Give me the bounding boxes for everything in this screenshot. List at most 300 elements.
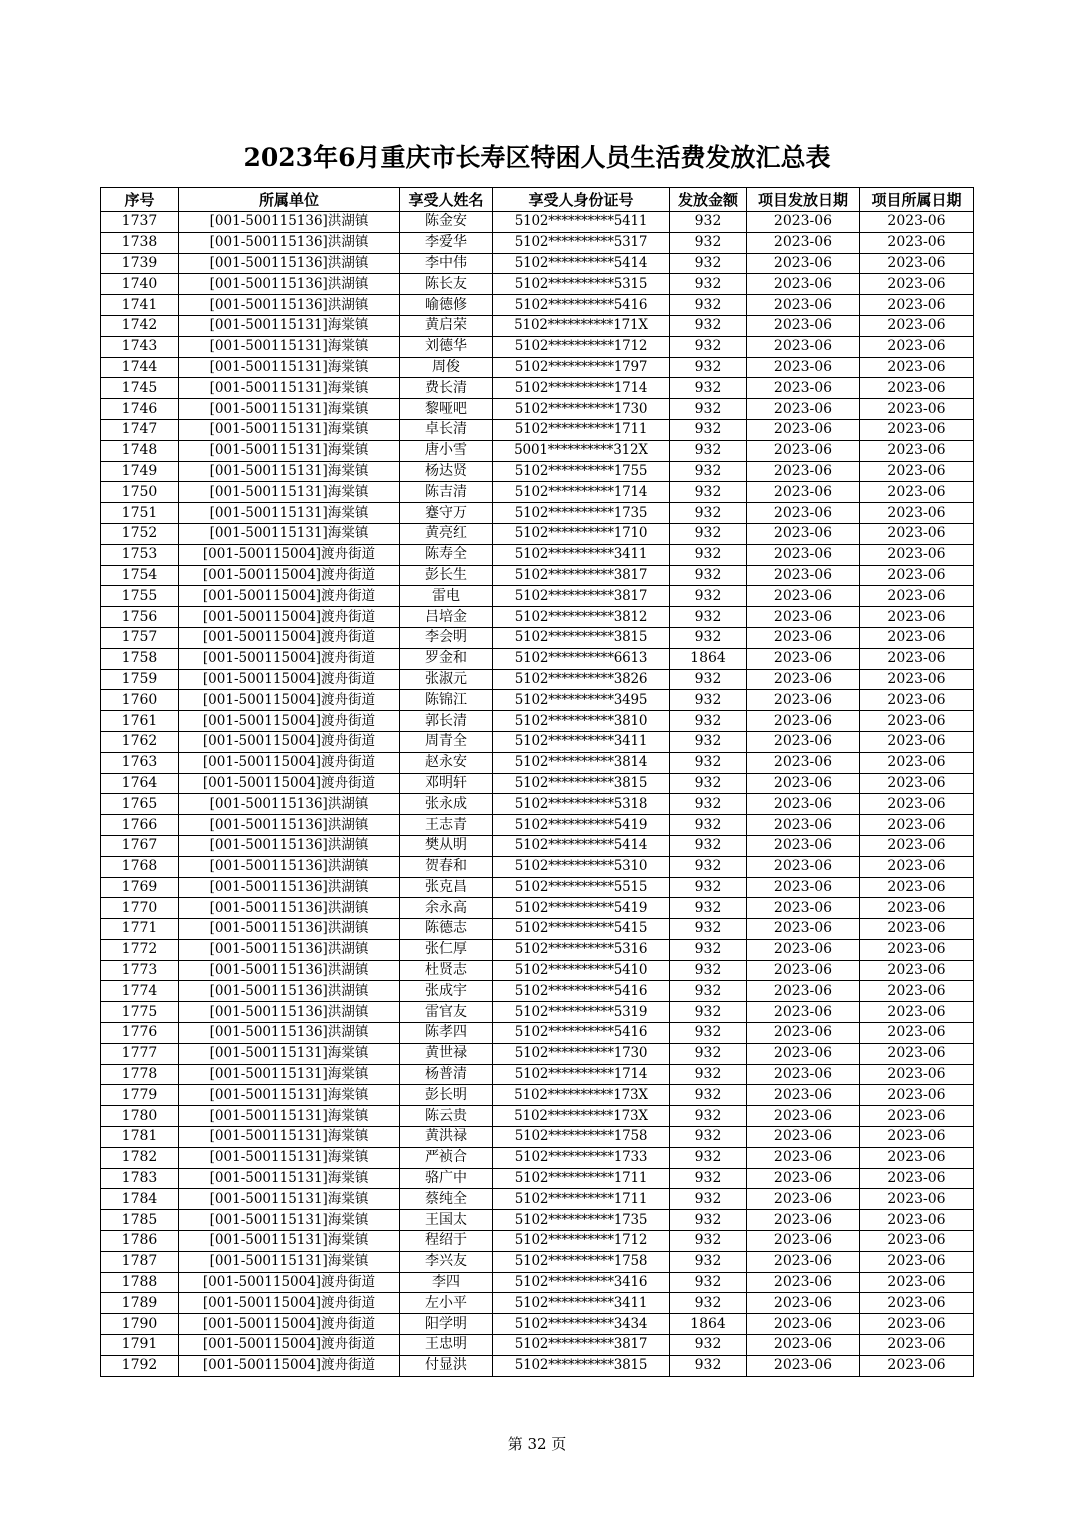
cell-period-date: 2023-06 bbox=[860, 648, 974, 669]
cell-amount: 932 bbox=[670, 1043, 747, 1064]
cell-id-number: 5102**********1714 bbox=[493, 482, 670, 503]
table-row bbox=[101, 503, 974, 524]
table-row bbox=[101, 960, 974, 981]
cell-name: 雷官友 bbox=[400, 1002, 493, 1023]
cell-amount: 932 bbox=[670, 1002, 747, 1023]
cell-issue-date: 2023-06 bbox=[747, 253, 860, 274]
cell-period-date: 2023-06 bbox=[860, 815, 974, 836]
cell-issue-date: 2023-06 bbox=[747, 648, 860, 669]
cell-serial: 1753 bbox=[101, 544, 179, 565]
cell-amount: 932 bbox=[670, 1231, 747, 1252]
cell-amount: 932 bbox=[670, 794, 747, 815]
cell-id-number: 5102**********5315 bbox=[493, 274, 670, 295]
table-row bbox=[101, 1335, 974, 1356]
cell-issue-date: 2023-06 bbox=[747, 752, 860, 773]
cell-period-date: 2023-06 bbox=[860, 607, 974, 628]
page-title: 2023年6月重庆市长寿区特困人员生活费发放汇总表 bbox=[243, 143, 831, 172]
cell-period-date: 2023-06 bbox=[860, 378, 974, 399]
cell-amount: 932 bbox=[670, 419, 747, 440]
table-row bbox=[101, 586, 974, 607]
cell-issue-date: 2023-06 bbox=[747, 815, 860, 836]
cell-issue-date: 2023-06 bbox=[747, 1189, 860, 1210]
table-row bbox=[101, 1168, 974, 1189]
cell-period-date: 2023-06 bbox=[860, 1168, 974, 1189]
cell-period-date: 2023-06 bbox=[860, 1147, 974, 1168]
cell-id-number: 5102**********3815 bbox=[493, 1355, 670, 1376]
cell-unit: [001-500115004]渡舟街道 bbox=[179, 731, 400, 752]
table-row bbox=[101, 1210, 974, 1231]
cell-serial: 1745 bbox=[101, 378, 179, 399]
cell-period-date: 2023-06 bbox=[860, 253, 974, 274]
cell-serial: 1774 bbox=[101, 981, 179, 1002]
cell-serial: 1772 bbox=[101, 939, 179, 960]
cell-id-number: 5102**********5515 bbox=[493, 877, 670, 898]
cell-unit: [001-500115004]渡舟街道 bbox=[179, 565, 400, 586]
column-header-id-number: 享受人身份证号 bbox=[493, 188, 670, 212]
cell-name: 李中伟 bbox=[400, 253, 493, 274]
cell-period-date: 2023-06 bbox=[860, 357, 974, 378]
cell-amount: 932 bbox=[670, 336, 747, 357]
cell-name: 黎哑吧 bbox=[400, 399, 493, 420]
cell-serial: 1748 bbox=[101, 440, 179, 461]
cell-amount: 932 bbox=[670, 212, 747, 233]
cell-serial: 1759 bbox=[101, 669, 179, 690]
cell-name: 周青全 bbox=[400, 731, 493, 752]
cell-amount: 932 bbox=[670, 399, 747, 420]
cell-period-date: 2023-06 bbox=[860, 586, 974, 607]
cell-serial: 1762 bbox=[101, 731, 179, 752]
cell-serial: 1788 bbox=[101, 1272, 179, 1293]
cell-serial: 1746 bbox=[101, 399, 179, 420]
table-row bbox=[101, 1231, 974, 1252]
cell-serial: 1741 bbox=[101, 295, 179, 316]
cell-id-number: 5102**********1714 bbox=[493, 1064, 670, 1085]
cell-amount: 932 bbox=[670, 607, 747, 628]
column-header-serial: 序号 bbox=[101, 188, 179, 212]
cell-id-number: 5102**********5419 bbox=[493, 815, 670, 836]
cell-unit: [001-500115131]海棠镇 bbox=[179, 357, 400, 378]
cell-serial: 1790 bbox=[101, 1314, 179, 1335]
cell-period-date: 2023-06 bbox=[860, 752, 974, 773]
cell-amount: 932 bbox=[670, 752, 747, 773]
cell-unit: [001-500115131]海棠镇 bbox=[179, 399, 400, 420]
cell-serial: 1782 bbox=[101, 1147, 179, 1168]
cell-issue-date: 2023-06 bbox=[747, 898, 860, 919]
cell-amount: 932 bbox=[670, 565, 747, 586]
cell-issue-date: 2023-06 bbox=[747, 1043, 860, 1064]
column-header-amount: 发放金额 bbox=[670, 188, 747, 212]
cell-period-date: 2023-06 bbox=[860, 544, 974, 565]
cell-amount: 932 bbox=[670, 315, 747, 336]
table-row bbox=[101, 1272, 974, 1293]
cell-id-number: 5102**********1758 bbox=[493, 1127, 670, 1148]
cell-period-date: 2023-06 bbox=[860, 690, 974, 711]
cell-id-number: 5102**********5317 bbox=[493, 232, 670, 253]
table-row bbox=[101, 544, 974, 565]
cell-serial: 1752 bbox=[101, 523, 179, 544]
cell-id-number: 5102**********5416 bbox=[493, 1023, 670, 1044]
cell-id-number: 5102**********5310 bbox=[493, 856, 670, 877]
cell-amount: 932 bbox=[670, 627, 747, 648]
cell-unit: [001-500115004]渡舟街道 bbox=[179, 752, 400, 773]
cell-issue-date: 2023-06 bbox=[747, 981, 860, 1002]
cell-id-number: 5102**********3826 bbox=[493, 669, 670, 690]
cell-amount: 932 bbox=[670, 877, 747, 898]
cell-id-number: 5102**********5416 bbox=[493, 295, 670, 316]
cell-name: 杨普清 bbox=[400, 1064, 493, 1085]
cell-unit: [001-500115131]海棠镇 bbox=[179, 1251, 400, 1272]
cell-unit: [001-500115136]洪湖镇 bbox=[179, 939, 400, 960]
cell-id-number: 5102**********1730 bbox=[493, 399, 670, 420]
cell-id-number: 5102**********1797 bbox=[493, 357, 670, 378]
cell-name: 严祯合 bbox=[400, 1147, 493, 1168]
cell-amount: 932 bbox=[670, 711, 747, 732]
cell-issue-date: 2023-06 bbox=[747, 1064, 860, 1085]
cell-name: 费长清 bbox=[400, 378, 493, 399]
table-row bbox=[101, 1293, 974, 1314]
cell-issue-date: 2023-06 bbox=[747, 669, 860, 690]
cell-unit: [001-500115131]海棠镇 bbox=[179, 1043, 400, 1064]
cell-amount: 932 bbox=[670, 274, 747, 295]
cell-name: 黄洪禄 bbox=[400, 1127, 493, 1148]
cell-period-date: 2023-06 bbox=[860, 960, 974, 981]
cell-period-date: 2023-06 bbox=[860, 919, 974, 940]
cell-period-date: 2023-06 bbox=[860, 419, 974, 440]
cell-period-date: 2023-06 bbox=[860, 939, 974, 960]
cell-name: 陈吉清 bbox=[400, 482, 493, 503]
cell-amount: 932 bbox=[670, 253, 747, 274]
cell-unit: [001-500115136]洪湖镇 bbox=[179, 919, 400, 940]
cell-issue-date: 2023-06 bbox=[747, 1085, 860, 1106]
cell-unit: [001-500115131]海棠镇 bbox=[179, 440, 400, 461]
cell-id-number: 5102**********1710 bbox=[493, 523, 670, 544]
cell-period-date: 2023-06 bbox=[860, 1314, 974, 1335]
cell-period-date: 2023-06 bbox=[860, 315, 974, 336]
cell-name: 喻德修 bbox=[400, 295, 493, 316]
cell-issue-date: 2023-06 bbox=[747, 1231, 860, 1252]
cell-id-number: 5102**********5318 bbox=[493, 794, 670, 815]
cell-serial: 1760 bbox=[101, 690, 179, 711]
cell-period-date: 2023-06 bbox=[860, 274, 974, 295]
cell-name: 陈德志 bbox=[400, 919, 493, 940]
table-row bbox=[101, 253, 974, 274]
cell-name: 贺春和 bbox=[400, 856, 493, 877]
cell-period-date: 2023-06 bbox=[860, 1189, 974, 1210]
cell-amount: 932 bbox=[670, 586, 747, 607]
cell-serial: 1785 bbox=[101, 1210, 179, 1231]
cell-period-date: 2023-06 bbox=[860, 1210, 974, 1231]
cell-unit: [001-500115136]洪湖镇 bbox=[179, 794, 400, 815]
cell-issue-date: 2023-06 bbox=[747, 357, 860, 378]
cell-issue-date: 2023-06 bbox=[747, 607, 860, 628]
cell-amount: 1864 bbox=[670, 648, 747, 669]
column-header-name: 享受人姓名 bbox=[400, 188, 493, 212]
cell-serial: 1749 bbox=[101, 461, 179, 482]
table-row bbox=[101, 440, 974, 461]
table-row bbox=[101, 1002, 974, 1023]
cell-amount: 932 bbox=[670, 523, 747, 544]
cell-amount: 932 bbox=[670, 815, 747, 836]
cell-name: 张仁厚 bbox=[400, 939, 493, 960]
cell-period-date: 2023-06 bbox=[860, 482, 974, 503]
table-row bbox=[101, 274, 974, 295]
cell-unit: [001-500115131]海棠镇 bbox=[179, 523, 400, 544]
cell-issue-date: 2023-06 bbox=[747, 565, 860, 586]
cell-amount: 932 bbox=[670, 503, 747, 524]
cell-issue-date: 2023-06 bbox=[747, 1335, 860, 1356]
table-row bbox=[101, 1043, 974, 1064]
cell-period-date: 2023-06 bbox=[860, 1272, 974, 1293]
table-row bbox=[101, 877, 974, 898]
cell-serial: 1755 bbox=[101, 586, 179, 607]
cell-name: 黄世禄 bbox=[400, 1043, 493, 1064]
cell-name: 阳学明 bbox=[400, 1314, 493, 1335]
cell-name: 王志青 bbox=[400, 815, 493, 836]
cell-name: 左小平 bbox=[400, 1293, 493, 1314]
cell-issue-date: 2023-06 bbox=[747, 1251, 860, 1272]
cell-unit: [001-500115136]洪湖镇 bbox=[179, 1023, 400, 1044]
cell-unit: [001-500115131]海棠镇 bbox=[179, 419, 400, 440]
table-row bbox=[101, 336, 974, 357]
cell-amount: 932 bbox=[670, 461, 747, 482]
cell-amount: 932 bbox=[670, 835, 747, 856]
cell-name: 彭长明 bbox=[400, 1085, 493, 1106]
table-body bbox=[101, 212, 974, 1377]
cell-unit: [001-500115004]渡舟街道 bbox=[179, 711, 400, 732]
cell-amount: 932 bbox=[670, 1147, 747, 1168]
table-row bbox=[101, 607, 974, 628]
cell-amount: 932 bbox=[670, 1064, 747, 1085]
cell-amount: 1864 bbox=[670, 1314, 747, 1335]
cell-period-date: 2023-06 bbox=[860, 295, 974, 316]
cell-name: 李爱华 bbox=[400, 232, 493, 253]
table-row bbox=[101, 1189, 974, 1210]
cell-period-date: 2023-06 bbox=[860, 503, 974, 524]
cell-period-date: 2023-06 bbox=[860, 1002, 974, 1023]
cell-unit: [001-500115136]洪湖镇 bbox=[179, 960, 400, 981]
table-row bbox=[101, 856, 974, 877]
cell-name: 余永高 bbox=[400, 898, 493, 919]
cell-unit: [001-500115131]海棠镇 bbox=[179, 461, 400, 482]
table-row bbox=[101, 898, 974, 919]
cell-serial: 1775 bbox=[101, 1002, 179, 1023]
cell-name: 张成宇 bbox=[400, 981, 493, 1002]
cell-serial: 1763 bbox=[101, 752, 179, 773]
cell-issue-date: 2023-06 bbox=[747, 835, 860, 856]
table-row bbox=[101, 565, 974, 586]
cell-issue-date: 2023-06 bbox=[747, 399, 860, 420]
cell-period-date: 2023-06 bbox=[860, 856, 974, 877]
cell-issue-date: 2023-06 bbox=[747, 274, 860, 295]
cell-id-number: 5102**********1730 bbox=[493, 1043, 670, 1064]
cell-id-number: 5102**********3817 bbox=[493, 586, 670, 607]
cell-id-number: 5102**********1711 bbox=[493, 1168, 670, 1189]
table-row bbox=[101, 461, 974, 482]
cell-unit: [001-500115136]洪湖镇 bbox=[179, 815, 400, 836]
cell-amount: 932 bbox=[670, 773, 747, 794]
cell-period-date: 2023-06 bbox=[860, 1355, 974, 1376]
cell-serial: 1778 bbox=[101, 1064, 179, 1085]
cell-amount: 932 bbox=[670, 1335, 747, 1356]
cell-issue-date: 2023-06 bbox=[747, 523, 860, 544]
cell-id-number: 5102**********173X bbox=[493, 1085, 670, 1106]
cell-issue-date: 2023-06 bbox=[747, 1293, 860, 1314]
table-row bbox=[101, 981, 974, 1002]
cell-id-number: 5102**********1712 bbox=[493, 1231, 670, 1252]
cell-serial: 1781 bbox=[101, 1127, 179, 1148]
cell-serial: 1738 bbox=[101, 232, 179, 253]
cell-unit: [001-500115136]洪湖镇 bbox=[179, 898, 400, 919]
cell-serial: 1742 bbox=[101, 315, 179, 336]
cell-name: 陈金安 bbox=[400, 212, 493, 233]
cell-period-date: 2023-06 bbox=[860, 440, 974, 461]
cell-name: 张克昌 bbox=[400, 877, 493, 898]
cell-id-number: 5102**********3411 bbox=[493, 1293, 670, 1314]
cell-period-date: 2023-06 bbox=[860, 731, 974, 752]
cell-period-date: 2023-06 bbox=[860, 1231, 974, 1252]
cell-issue-date: 2023-06 bbox=[747, 1002, 860, 1023]
cell-issue-date: 2023-06 bbox=[747, 960, 860, 981]
table-row bbox=[101, 648, 974, 669]
table-row bbox=[101, 357, 974, 378]
cell-name: 李四 bbox=[400, 1272, 493, 1293]
cell-serial: 1766 bbox=[101, 815, 179, 836]
cell-amount: 932 bbox=[670, 378, 747, 399]
cell-serial: 1764 bbox=[101, 773, 179, 794]
cell-period-date: 2023-06 bbox=[860, 627, 974, 648]
cell-name: 罗金和 bbox=[400, 648, 493, 669]
cell-amount: 932 bbox=[670, 544, 747, 565]
cell-id-number: 5102**********3810 bbox=[493, 711, 670, 732]
cell-unit: [001-500115136]洪湖镇 bbox=[179, 877, 400, 898]
cell-issue-date: 2023-06 bbox=[747, 440, 860, 461]
cell-name: 黄启荣 bbox=[400, 315, 493, 336]
cell-serial: 1740 bbox=[101, 274, 179, 295]
cell-serial: 1780 bbox=[101, 1106, 179, 1127]
cell-id-number: 5102**********3411 bbox=[493, 731, 670, 752]
table-row bbox=[101, 399, 974, 420]
cell-period-date: 2023-06 bbox=[860, 1023, 974, 1044]
table-header-row bbox=[101, 188, 974, 212]
cell-issue-date: 2023-06 bbox=[747, 773, 860, 794]
cell-name: 蹇守万 bbox=[400, 503, 493, 524]
cell-id-number: 5102**********1711 bbox=[493, 419, 670, 440]
cell-amount: 932 bbox=[670, 1168, 747, 1189]
cell-issue-date: 2023-06 bbox=[747, 919, 860, 940]
cell-serial: 1787 bbox=[101, 1251, 179, 1272]
cell-unit: [001-500115004]渡舟街道 bbox=[179, 1293, 400, 1314]
cell-issue-date: 2023-06 bbox=[747, 1106, 860, 1127]
table-row bbox=[101, 482, 974, 503]
cell-serial: 1744 bbox=[101, 357, 179, 378]
table-row bbox=[101, 1064, 974, 1085]
cell-name: 陈孝四 bbox=[400, 1023, 493, 1044]
cell-name: 陈长友 bbox=[400, 274, 493, 295]
cell-serial: 1776 bbox=[101, 1023, 179, 1044]
cell-serial: 1754 bbox=[101, 565, 179, 586]
cell-issue-date: 2023-06 bbox=[747, 315, 860, 336]
cell-issue-date: 2023-06 bbox=[747, 731, 860, 752]
cell-amount: 932 bbox=[670, 669, 747, 690]
cell-unit: [001-500115004]渡舟街道 bbox=[179, 607, 400, 628]
cell-name: 邓明轩 bbox=[400, 773, 493, 794]
cell-period-date: 2023-06 bbox=[860, 773, 974, 794]
cell-id-number: 5102**********5419 bbox=[493, 898, 670, 919]
cell-period-date: 2023-06 bbox=[860, 711, 974, 732]
cell-id-number: 5102**********5316 bbox=[493, 939, 670, 960]
cell-name: 刘德华 bbox=[400, 336, 493, 357]
cell-issue-date: 2023-06 bbox=[747, 232, 860, 253]
cell-name: 彭长生 bbox=[400, 565, 493, 586]
cell-name: 骆广中 bbox=[400, 1168, 493, 1189]
cell-unit: [001-500115131]海棠镇 bbox=[179, 378, 400, 399]
cell-amount: 932 bbox=[670, 1210, 747, 1231]
cell-serial: 1771 bbox=[101, 919, 179, 940]
cell-name: 卓长清 bbox=[400, 419, 493, 440]
table-row bbox=[101, 1314, 974, 1335]
cell-issue-date: 2023-06 bbox=[747, 939, 860, 960]
cell-period-date: 2023-06 bbox=[860, 1127, 974, 1148]
cell-issue-date: 2023-06 bbox=[747, 627, 860, 648]
table-row bbox=[101, 523, 974, 544]
cell-issue-date: 2023-06 bbox=[747, 295, 860, 316]
cell-period-date: 2023-06 bbox=[860, 1251, 974, 1272]
cell-name: 唐小雪 bbox=[400, 440, 493, 461]
cell-unit: [001-500115131]海棠镇 bbox=[179, 1231, 400, 1252]
cell-period-date: 2023-06 bbox=[860, 669, 974, 690]
cell-serial: 1770 bbox=[101, 898, 179, 919]
cell-serial: 1779 bbox=[101, 1085, 179, 1106]
table-row bbox=[101, 835, 974, 856]
cell-unit: [001-500115131]海棠镇 bbox=[179, 1189, 400, 1210]
cell-unit: [001-500115004]渡舟街道 bbox=[179, 690, 400, 711]
table-row bbox=[101, 919, 974, 940]
table-row bbox=[101, 419, 974, 440]
cell-period-date: 2023-06 bbox=[860, 794, 974, 815]
cell-id-number: 5102**********1733 bbox=[493, 1147, 670, 1168]
cell-unit: [001-500115004]渡舟街道 bbox=[179, 773, 400, 794]
cell-name: 付显洪 bbox=[400, 1355, 493, 1376]
cell-amount: 932 bbox=[670, 1189, 747, 1210]
cell-serial: 1769 bbox=[101, 877, 179, 898]
cell-id-number: 5102**********5416 bbox=[493, 981, 670, 1002]
cell-id-number: 5102**********3815 bbox=[493, 627, 670, 648]
cell-name: 李会明 bbox=[400, 627, 493, 648]
cell-name: 杨达贤 bbox=[400, 461, 493, 482]
cell-serial: 1773 bbox=[101, 960, 179, 981]
cell-amount: 932 bbox=[670, 1127, 747, 1148]
cell-unit: [001-500115131]海棠镇 bbox=[179, 1147, 400, 1168]
column-header-issue-date: 项目发放日期 bbox=[747, 188, 860, 212]
cell-period-date: 2023-06 bbox=[860, 461, 974, 482]
cell-unit: [001-500115136]洪湖镇 bbox=[179, 253, 400, 274]
cell-amount: 932 bbox=[670, 1106, 747, 1127]
cell-serial: 1765 bbox=[101, 794, 179, 815]
cell-issue-date: 2023-06 bbox=[747, 1023, 860, 1044]
cell-serial: 1758 bbox=[101, 648, 179, 669]
column-header-unit: 所属单位 bbox=[179, 188, 400, 212]
cell-name: 蔡纯全 bbox=[400, 1189, 493, 1210]
cell-unit: [001-500115136]洪湖镇 bbox=[179, 856, 400, 877]
cell-name: 张永成 bbox=[400, 794, 493, 815]
cell-id-number: 5102**********1711 bbox=[493, 1189, 670, 1210]
cell-id-number: 5102**********5414 bbox=[493, 835, 670, 856]
cell-unit: [001-500115131]海棠镇 bbox=[179, 482, 400, 503]
cell-name: 郭长清 bbox=[400, 711, 493, 732]
cell-unit: [001-500115004]渡舟街道 bbox=[179, 648, 400, 669]
cell-id-number: 5102**********6613 bbox=[493, 648, 670, 669]
cell-serial: 1792 bbox=[101, 1355, 179, 1376]
